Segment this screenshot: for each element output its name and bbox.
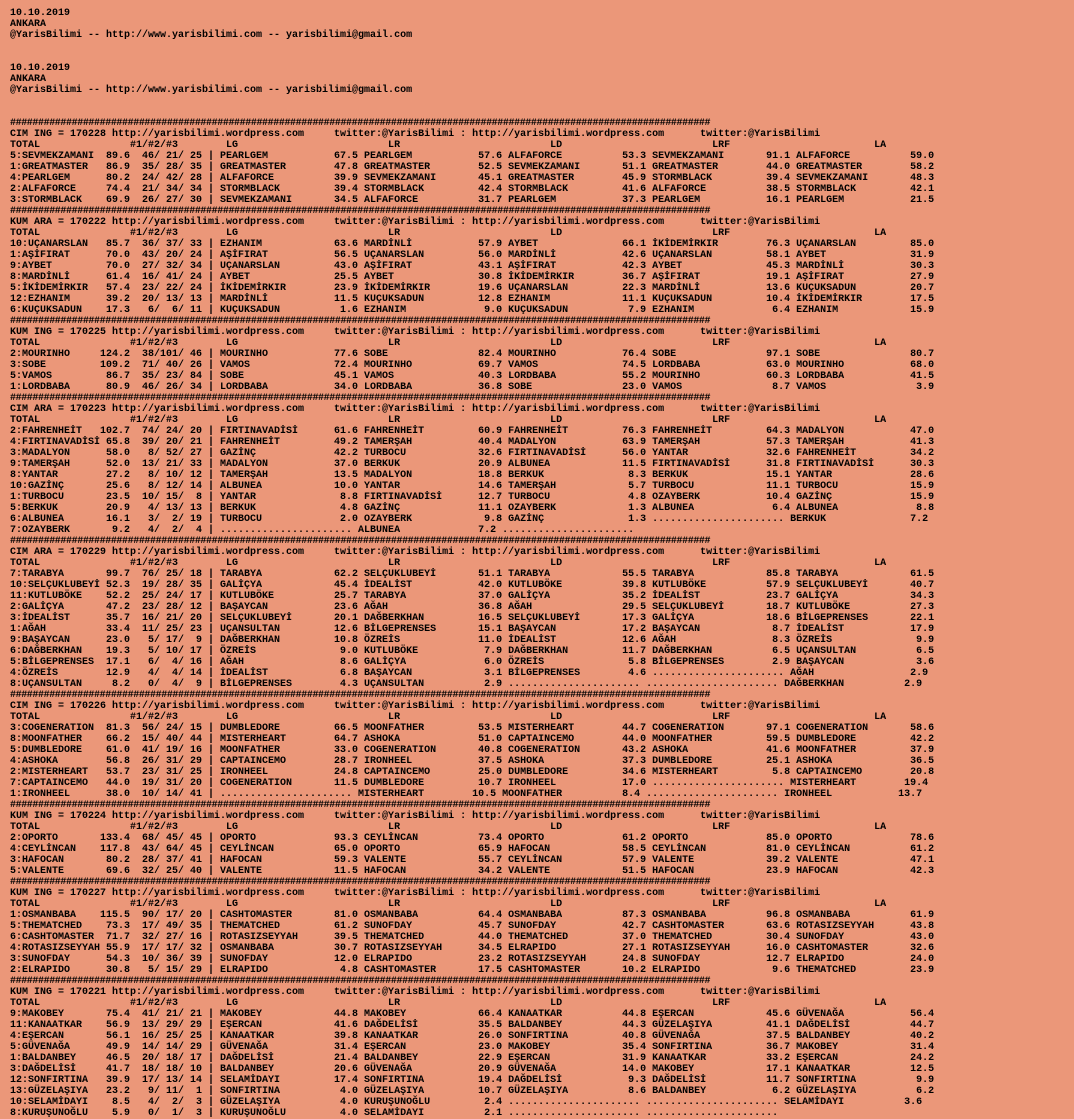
table-row: 1:LORDBABA 80.9 46/ 26/ 34 | LORDBABA 34.0 LORDBABA 36.8 SOBE 23.0 VAMOS 8.7 VAMOS 3.9 [10, 382, 935, 393]
blank-line [10, 107, 934, 118]
race-header: CIM ARA = 170229 http://yarisbilimi.wordpress.com twitter:@YarisBilimi : http://yarisbilimi.wordpress.com twitter:@YarisBilimi [10, 547, 821, 558]
column-header: TOTAL #1/#2/#3 LG LR LD LRF LA [10, 338, 887, 349]
table-row: 3:STORMBLACK 69.9 26/ 27/ 30 | SEVMEKZAMANI 34.5 ALFAFORCE 31.7 PEARLGEM 37.3 PEARLGEM 16.1 PEARLGEM 21.5 [10, 195, 935, 206]
race-header: KUM ING = 170227 http://yarisbilimi.wordpress.com twitter:@YarisBilimi : http://yarisbilimi.wordpress.com twitter:@YarisBilimi [10, 888, 821, 899]
table-row: 3:COGENERATION 81.3 56/ 24/ 15 | DUMBLEDORE 66.5 MOONFATHER 53.5 MISTERHEART 44.7 COGENERATION 97.1 COGENERATION 58.6 [10, 723, 935, 734]
table-row: 1:OSMANBABA 115.5 90/ 17/ 20 | CASHTOMASTER 81.0 OSMANBABA 64.4 OSMANBABA 87.3 OSMANBABA 96.8 OSMANBABA 61.9 [10, 910, 935, 921]
table-row: 5:BERKUK 20.9 4/ 13/ 13 | BERKUK 4.8 GAZİNÇ 11.1 OZAYBERK 1.3 ALBUNEA 6.4 ALBUNEA 8.8 [10, 503, 935, 514]
section-separator: ############################################################################################################################# [10, 976, 711, 987]
table-row: 11:KUTLUBÖKE 52.2 25/ 24/ 17 | KUTLUBÖKE 25.7 TARABYA 37.0 GALİÇYA 35.2 İDEALİST 23.7 GALİÇYA 34.3 [10, 591, 935, 602]
section-separator: ############################################################################################################################# [10, 536, 711, 547]
column-header: TOTAL #1/#2/#3 LG LR LD LRF LA [10, 558, 887, 569]
table-row: 5:İKİDEMİRKIR 57.4 23/ 22/ 24 | İKİDEMİRKIR 23.9 İKİDEMİRKIR 19.6 UÇANARSLAN 22.3 MARDİNLİ 13.6 KUÇUKSADUN 20.7 [10, 283, 935, 294]
race-header: KUM ARA = 170222 http://yarisbilimi.wordpress.com twitter:@YarisBilimi : http://yarisbilimi.wordpress.com twitter:@YarisBilimi [10, 217, 821, 228]
table-row: 5:SEVMEKZAMANI 89.6 46/ 21/ 25 | PEARLGEM 67.5 PEARLGEM 57.6 ALFAFORCE 53.3 SEVMEKZAMANI 91.1 ALFAFORCE 59.0 [10, 151, 935, 162]
table-row: 3:SUNOFDAY 54.3 10/ 36/ 39 | SUNOFDAY 12.0 ELRAPIDO 23.2 ROTASIZSEYYAH 24.8 SUNOFDAY 12.7 ELRAPIDO 24.0 [10, 954, 935, 965]
table-row: 3:HAFOCAN 80.2 28/ 37/ 41 | HAFOCAN 59.3 VALENTE 55.7 CEYLİNCAN 57.9 VALENTE 39.2 VALENTE 47.1 [10, 855, 935, 866]
table-row: 2:MOURINHO 124.2 38/101/ 46 | MOURINHO 77.6 SOBE 82.4 MOURINHO 76.4 SOBE 97.1 SOBE 80.7 [10, 349, 935, 360]
race-header: CIM ING = 170228 http://yarisbilimi.wordpress.com twitter:@YarisBilimi : http://yarisbilimi.wordpress.com twitter:@YarisBilimi [10, 129, 821, 140]
table-row: 6:ALBUNEA 16.1 3/ 2/ 19 | TURBOCU 2.0 OZAYBERK 9.8 GAZİNÇ 1.3 ...................... BERKUK 7.2 [10, 514, 929, 525]
table-row: 11:KANAATKAR 56.9 13/ 29/ 29 | EŞERCAN 41.6 DAĞDELİSİ 35.5 BALDANBEY 44.3 GÜZELAŞIYA 41.1 DAĞDELİSİ 44.7 [10, 1020, 935, 1031]
table-row: 12:EZHANIM 39.2 20/ 13/ 13 | MARDİNLİ 11.5 KUÇUKSADUN 12.8 EZHANIM 11.1 KUÇUKSADUN 10.4 İKİDEMİRKIR 17.5 [10, 294, 935, 305]
table-row: 8:YANTAR 27.2 8/ 10/ 12 | TAMERŞAH 13.5 MADALYON 18.8 BERKUK 8.3 BERKUK 15.1 YANTAR 28.6 [10, 470, 935, 481]
table-row: 13:GÜZELAŞIYA 23.2 9/ 11/ 1 | SONFIRTINA 4.0 GÜZELAŞIYA 10.7 GÜZELAŞIYA 8.6 BALDANBEY 6.2 GÜZELAŞIYA 6.2 [10, 1086, 935, 1097]
table-row: 2:ELRAPIDO 30.8 5/ 15/ 29 | ELRAPIDO 4.8 CASHTOMASTER 17.5 CASHTOMASTER 10.2 ELRAPIDO 9.6 THEMATCHED 23.9 [10, 965, 935, 976]
report-line: @YarisBilimi -- http://www.yarisbilimi.com -- yarisbilimi@gmail.com [10, 30, 413, 41]
report-line: 10.10.2019 [10, 63, 71, 74]
table-row: 5:GÜVENAĞA 49.9 14/ 14/ 29 | GÜVENAĞA 31.4 EŞERCAN 23.0 MAKOBEY 35.4 SONFIRTINA 36.7 MAKOBEY 31.4 [10, 1042, 935, 1053]
table-row: 5:VAMOS 86.7 35/ 23/ 84 | SOBE 45.1 VAMOS 40.3 LORDBABA 55.2 MOURINHO 60.3 LORDBABA 41.5 [10, 371, 935, 382]
table-row: 9:TAMERŞAH 52.0 13/ 21/ 33 | MADALYON 37.0 BERKUK 20.9 ALBUNEA 11.5 FIRTINAVADİSİ 31.8 FIRTINAVADİSİ 30.3 [10, 459, 935, 470]
blank-line [10, 52, 934, 63]
table-row: 8:MOONFATHER 66.2 15/ 40/ 44 | MISTERHEART 64.7 ASHOKA 51.0 CAPTAINCEMO 44.0 MOONFATHER 59.5 DUMBLEDORE 42.2 [10, 734, 935, 745]
table-row: 6:CASHTOMASTER 71.7 32/ 27/ 16 | ROTASIZSEYYAH 39.5 THEMATCHED 44.0 THEMATCHED 37.0 THEMATCHED 30.4 SUNOFDAY 43.0 [10, 932, 935, 943]
report-line: ANKARA [10, 74, 47, 85]
table-row: 4:PEARLGEM 80.2 24/ 42/ 28 | ALFAFORCE 39.9 SEVMEKZAMANI 45.1 GREATMASTER 45.9 STORMBLACK 39.4 SEVMEKZAMANI 48.3 [10, 173, 935, 184]
table-row: 9:AYBET 70.0 27/ 32/ 34 | UÇANARSLAN 43.0 AŞİFIRAT 43.1 AŞİFIRAT 42.3 AYBET 45.3 MARDİNLİ 30.3 [10, 261, 935, 272]
table-row: 3:İDEALİST 35.7 16/ 21/ 20 | SELÇUKLUBEYİ 20.1 DAĞBERKHAN 16.5 SELÇUKLUBEYİ 17.3 GALİÇYA 18.6 BİLGEPRENSES 22.1 [10, 613, 935, 624]
race-header: KUM ING = 170225 http://yarisbilimi.wordpress.com twitter:@YarisBilimi : http://yarisbilimi.wordpress.com twitter:@YarisBilimi [10, 327, 821, 338]
column-header: TOTAL #1/#2/#3 LG LR LD LRF LA [10, 822, 887, 833]
table-row: 5:BİLGEPRENSES 17.1 6/ 4/ 16 | AĞAH 8.6 GALİÇYA 6.0 ÖZREİS 5.8 BİLGEPRENSES 2.9 BAŞAYCAN 3.6 [10, 657, 935, 668]
table-row: 2:GALİÇYA 47.2 23/ 28/ 12 | BAŞAYCAN 23.6 AĞAH 36.8 AĞAH 29.5 SELÇUKLUBEYİ 18.7 KUTLUBÖKE 27.3 [10, 602, 935, 613]
table-row: 1:BALDANBEY 46.5 20/ 18/ 17 | DAĞDELİSİ 21.4 BALDANBEY 22.9 EŞERCAN 31.9 KANAATKAR 33.2 EŞERCAN 24.2 [10, 1053, 935, 1064]
table-row: 9:BAŞAYCAN 23.0 5/ 17/ 9 | DAĞBERKHAN 10.8 ÖZREİS 11.0 İDEALİST 12.6 AĞAH 8.3 ÖZREİS 9.9 [10, 635, 935, 646]
section-separator: ############################################################################################################################# [10, 877, 711, 888]
race-header: CIM ARA = 170223 http://yarisbilimi.wordpress.com twitter:@YarisBilimi : http://yarisbilimi.wordpress.com twitter:@YarisBilimi [10, 404, 821, 415]
table-row: 5:VALENTE 69.6 32/ 25/ 40 | VALENTE 11.5 HAFOCAN 34.2 VALENTE 51.5 HAFOCAN 23.9 HAFOCAN 42.3 [10, 866, 935, 877]
table-row: 2:OPORTO 133.4 68/ 45/ 45 | OPORTO 93.3 CEYLİNCAN 73.4 OPORTO 61.2 OPORTO 85.0 OPORTO 78.6 [10, 833, 935, 844]
table-row: 4:EŞERCAN 56.1 16/ 25/ 25 | KANAATKAR 39.8 KANAATKAR 26.0 SONFIRTINA 40.8 GÜVENAĞA 37.5 BALDANBEY 40.2 [10, 1031, 935, 1042]
table-row: 1:AŞİFIRAT 70.0 43/ 20/ 24 | AŞİFIRAT 56.5 UÇANARSLAN 56.0 MARDİNLİ 42.6 UÇANARSLAN 58.1 AYBET 31.9 [10, 250, 935, 261]
column-header: TOTAL #1/#2/#3 LG LR LD LRF LA [10, 415, 887, 426]
table-row: 7:OZAYBERK 9.2 4/ 2/ 4 | ...................... ALBUNEA 7.2 ...................... [10, 525, 635, 536]
table-row: 1:GREATMASTER 86.9 35/ 28/ 35 | GREATMASTER 47.8 GREATMASTER 52.5 SEVMEKZAMANI 51.1 GREATMASTER 44.0 GREATMASTER 58.2 [10, 162, 935, 173]
table-row: 10:UÇANARSLAN 85.7 36/ 37/ 33 | EZHANIM 63.6 MARDİNLİ 57.9 AYBET 66.1 İKİDEMİRKIR 76.3 UÇANARSLAN 85.0 [10, 239, 935, 250]
table-row: 4:FIRTINAVADİSİ 65.8 39/ 20/ 21 | FAHRENHEİT 49.2 TAMERŞAH 40.4 MADALYON 63.9 TAMERŞAH 57.3 TAMERŞAH 41.3 [10, 437, 935, 448]
table-row: 10:SELAMİDAYI 8.5 4/ 2/ 3 | GÜZELAŞIYA 4.0 KURUŞUNOĞLU 2.4 ...................... ...................... SELAMİDAYI 3.6 [10, 1097, 923, 1108]
table-row: 8:UÇANSULTAN 8.2 0/ 4/ 9 | BİLGEPRENSES 4.3 UÇANSULTAN 2.9 ...................... ...................... DAĞBERKHAN 2.9 [10, 679, 923, 690]
table-row: 10:SELÇUKLUBEYİ 52.3 19/ 28/ 35 | GALİÇYA 45.4 İDEALİST 42.0 KUTLUBÖKE 39.8 KUTLUBÖKE 57.9 SELÇUKLUBEYİ 40.7 [10, 580, 935, 591]
table-row: 4:ASHOKA 56.8 26/ 31/ 29 | CAPTAINCEMO 28.7 IRONHEEL 37.5 ASHOKA 37.3 DUMBLEDORE 25.1 ASHOKA 36.5 [10, 756, 935, 767]
table-row: 1:IRONHEEL 38.0 10/ 14/ 41 | ...................... MISTERHEART 10.5 MOONFATHER 8.4 ...................... IRONHEEL 13.7 [10, 789, 923, 800]
table-row: 4:CEYLİNCAN 117.8 43/ 64/ 45 | CEYLİNCAN 65.0 OPORTO 65.9 HAFOCAN 58.5 CEYLİNCAN 81.0 CEYLİNCAN 61.2 [10, 844, 935, 855]
race-report-text [10, 8, 934, 1119]
section-separator: ############################################################################################################################# [10, 316, 711, 327]
table-row: 2:ALFAFORCE 74.4 21/ 34/ 34 | STORMBLACK 39.4 STORMBLACK 42.4 STORMBLACK 41.6 ALFAFORCE 38.5 STORMBLACK 42.1 [10, 184, 935, 195]
table-row: 9:MAKOBEY 75.4 41/ 21/ 21 | MAKOBEY 44.8 MAKOBEY 66.4 KANAATKAR 44.8 EŞERCAN 45.6 GÜVENAĞA 56.4 [10, 1009, 935, 1020]
column-header: TOTAL #1/#2/#3 LG LR LD LRF LA [10, 140, 887, 151]
table-row: 6:KUÇUKSADUN 17.3 6/ 6/ 11 | KUÇUKSADUN 1.6 EZHANIM 9.0 KUÇUKSADUN 7.9 EZHANIM 6.4 EZHANIM 15.9 [10, 305, 935, 316]
section-separator: ############################################################################################################################# [10, 118, 711, 129]
table-row: 8:KURUŞUNOĞLU 5.9 0/ 1/ 3 | KURUŞUNOĞLU 4.0 SELAMİDAYI 2.1 ...................... ...................... [10, 1108, 779, 1119]
column-header: TOTAL #1/#2/#3 LG LR LD LRF LA [10, 228, 887, 239]
column-header: TOTAL #1/#2/#3 LG LR LD LRF LA [10, 899, 887, 910]
table-row: 6:DAĞBERKHAN 19.3 5/ 10/ 17 | ÖZREİS 9.0 KUTLUBÖKE 7.9 DAĞBERKHAN 11.7 DAĞBERKHAN 6.5 UÇANSULTAN 6.5 [10, 646, 935, 657]
table-row: 1:TURBOCU 23.5 10/ 15/ 8 | YANTAR 8.8 FIRTINAVADİSİ 12.7 TURBOCU 4.8 OZAYBERK 10.4 GAZİNÇ 15.9 [10, 492, 935, 503]
table-row: 5:DUMBLEDORE 61.0 41/ 19/ 16 | MOONFATHER 33.0 COGENERATION 40.8 COGENERATION 43.2 ASHOKA 41.6 MOONFATHER 37.9 [10, 745, 935, 756]
section-separator: ############################################################################################################################# [10, 393, 711, 404]
blank-line [10, 96, 934, 107]
table-row: 7:TARABYA 99.7 76/ 25/ 18 | TARABYA 62.2 SELÇUKLUBEYİ 51.1 TARABYA 55.5 TARABYA 85.8 TARABYA 61.5 [10, 569, 935, 580]
section-separator: ############################################################################################################################# [10, 206, 711, 217]
column-header: TOTAL #1/#2/#3 LG LR LD LRF LA [10, 998, 887, 1009]
table-row: 3:DAĞDELİSİ 41.7 18/ 18/ 10 | BALDANBEY 20.6 GÜVENAĞA 20.9 GÜVENAĞA 14.0 MAKOBEY 17.1 KANAATKAR 12.5 [10, 1064, 935, 1075]
report-line: ANKARA [10, 19, 47, 30]
table-row: 2:FAHRENHEİT 102.7 74/ 24/ 20 | FIRTINAVADİSİ 61.6 FAHRENHEİT 60.9 FAHRENHEİT 76.3 FAHRENHEİT 64.3 MADALYON 47.0 [10, 426, 935, 437]
race-header: KUM ING = 170221 http://yarisbilimi.wordpress.com twitter:@YarisBilimi : http://yarisbilimi.wordpress.com twitter:@YarisBilimi [10, 987, 821, 998]
table-row: 3:MADALYON 58.0 8/ 52/ 27 | GAZİNÇ 42.2 TURBOCU 32.6 FIRTINAVADİSİ 56.0 YANTAR 32.6 FAHRENHEİT 34.2 [10, 448, 935, 459]
table-row: 3:SOBE 109.2 71/ 40/ 26 | VAMOS 72.4 MOURINHO 69.7 VAMOS 74.5 LORDBABA 63.0 MOURINHO 68.0 [10, 360, 935, 371]
table-row: 1:AĞAH 33.4 11/ 25/ 23 | UÇANSULTAN 12.6 BİLGEPRENSES 15.1 BAŞAYCAN 17.2 BAŞAYCAN 8.7 İDEALİST 17.9 [10, 624, 935, 635]
table-row: 10:GAZİNÇ 25.6 8/ 12/ 14 | ALBUNEA 10.0 YANTAR 14.6 TAMERŞAH 5.7 TURBOCU 11.1 TURBOCU 15.9 [10, 481, 935, 492]
table-row: 5:THEMATCHED 73.3 17/ 49/ 35 | THEMATCHED 61.2 SUNOFDAY 45.7 SUNOFDAY 42.7 CASHTOMASTER 63.6 ROTASIZSEYYAH 43.8 [10, 921, 935, 932]
table-row: 12:SONFIRTINA 39.9 17/ 13/ 14 | SELAMİDAYI 17.4 SONFIRTINA 19.4 DAĞDELİSİ 9.3 DAĞDELİSİ 11.7 SONFIRTINA 9.9 [10, 1075, 935, 1086]
section-separator: ############################################################################################################################# [10, 800, 711, 811]
table-row: 2:MISTERHEART 53.7 23/ 31/ 25 | IRONHEEL 24.8 CAPTAINCEMO 25.0 DUMBLEDORE 34.6 MISTERHEART 5.8 CAPTAINCEMO 20.8 [10, 767, 935, 778]
table-row: 7:CAPTAINCEMO 44.0 19/ 31/ 20 | COGENERATION 11.5 DUMBLEDORE 10.7 IRONHEEL 17.0 ...................... MISTERHEART 19.4 [10, 778, 929, 789]
table-row: 8:MARDİNLİ 61.4 16/ 41/ 24 | AYBET 25.5 AYBET 30.8 İKİDEMİRKIR 36.7 AŞİFIRAT 19.1 AŞİFIRAT 27.9 [10, 272, 935, 283]
race-header: KUM ING = 170224 http://yarisbilimi.wordpress.com twitter:@YarisBilimi : http://yarisbilimi.wordpress.com twitter:@YarisBilimi [10, 811, 821, 822]
column-header: TOTAL #1/#2/#3 LG LR LD LRF LA [10, 712, 887, 723]
race-header: CIM ING = 170226 http://yarisbilimi.wordpress.com twitter:@YarisBilimi : http://yarisbilimi.wordpress.com twitter:@YarisBilimi [10, 701, 821, 712]
report-line: @YarisBilimi -- http://www.yarisbilimi.com -- yarisbilimi@gmail.com [10, 85, 413, 96]
table-row: 4:ÖZREİS 12.9 4/ 4/ 14 | İDEALİST 6.8 BAŞAYCAN 3.1 BİLGEPRENSES 4.6 ...................... AĞAH 2.9 [10, 668, 929, 679]
report-line: 10.10.2019 [10, 8, 71, 19]
table-row: 4:ROTASIZSEYYAH 55.9 17/ 17/ 32 | OSMANBABA 30.7 ROTASIZSEYYAH 34.5 ELRAPIDO 27.1 ROTASIZSEYYAH 16.0 CASHTOMASTER 32.6 [10, 943, 935, 954]
blank-line [10, 41, 934, 52]
section-separator: ############################################################################################################################# [10, 690, 711, 701]
